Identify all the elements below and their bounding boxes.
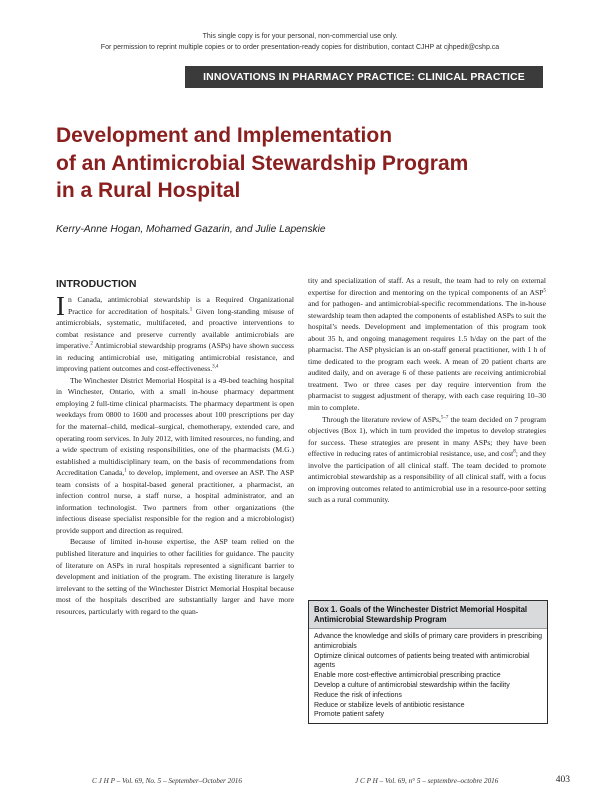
left-column — [56, 291, 294, 617]
text-run: to develop, implement, and oversee an ASP. The ASP team consists of a hospital-based general practitioner, a pharmacist, an infection control nurse, a staff nurse, a hospital administrator, and an information technologist. Two partners from other organizations (the infectious disease specialist responsible for the region and a microbiologist) provide support and direction as required. — [56, 468, 294, 535]
list-item: Enable more cost-effective antimicrobial prescribing practice — [314, 672, 501, 680]
footer-right: J C P H – Vol. 69, n° 5 – septembre–octobre 2016 — [355, 777, 499, 785]
title-line: of an Antimicrobial Stewardship Program — [56, 151, 469, 175]
text-run: Through the literature review of ASPs, — [322, 414, 441, 424]
list-item: Reduce or stabilize levels of antibiotic resistance — [314, 701, 465, 709]
drop-cap: I — [56, 291, 65, 321]
text-run: n Canada, antimicrobial stewardship is a Required Organizational Practice for accreditation of hospitals. — [68, 295, 294, 316]
introduction-heading: INTRODUCTION — [56, 278, 137, 290]
goals-box — [308, 600, 548, 724]
list-item: Develop a culture of antimicrobial stewardship within the facility — [314, 681, 510, 689]
text-run: Given long-standing misuse of antimicrobials, systematic, multifaceted, and proactive interventions to combat resistance and preserve currently available antimicrobials are imperative. — [56, 306, 294, 351]
citation: 2 — [90, 341, 93, 347]
paragraph — [308, 414, 546, 506]
paragraph: Because of limited in-house expertise, the ASP team relied on the published literature and inquiries to other facilities for guidance. The paucity of literature on ASPs in rural hospitals represented a significant barrier to development and initiation of the program. The existing literature is largely irrelevant to the setting of the Winchester District Memorial Hospital because most of the hospitals described are substantially larger and have more resources, particularly with regard to the quan- — [56, 537, 294, 616]
list-item: Optimize clinical outcomes of patients being treated with antimicrobial agents — [314, 652, 530, 670]
citation: 5–7 — [440, 415, 449, 421]
box-title: Box 1. Goals of the Winchester District Memorial Hospital Antimicrobial Stewardship Program — [309, 601, 547, 629]
citation: 3,4 — [212, 364, 219, 370]
title-line: in a Rural Hospital — [56, 179, 241, 202]
footer-left: C J H P – Vol. 69, No. 5 – September–October 2016 — [92, 777, 242, 785]
copyright-notice-line1: This single copy is for your personal, non-commercial use only. — [202, 33, 398, 40]
citation: 1 — [124, 468, 127, 474]
right-column — [308, 275, 546, 506]
page-number: 403 — [555, 775, 570, 785]
list-item: Promote patient safety — [314, 711, 385, 719]
paragraph — [56, 291, 294, 375]
text-run: The Winchester District Memorial Hospital is a 49-bed teaching hospital in Winchester, Ontario, with a small in-house pharmacy department employing 2 full-time clinical pharmacists. The pharmacy department is open weekdays from 0800 to 1600 and processes about 100 prescriptions per day for the maternal–child, medical–surgical, chemotherapy, extended care, and operating room services. In July 2012, with limited resources, no funding, and a wide spectrum of existing responsibilities, one of the pharmacists (M.G.) established a multidisciplinary team, on the basis of recommendations from Accreditation Canada, — [56, 375, 294, 478]
copyright-notice-line2: For permission to reprint multiple copies or to order presentation-ready copies for distribution, contact CJHP at cjhpedit@cshp.ca — [100, 44, 500, 51]
text-run: tity and specialization of staff. As a result, the team had to rely on external expertise for direction and mentoring on the typical components of an ASP — [308, 276, 546, 297]
section-header — [185, 66, 543, 88]
citation: 1 — [189, 307, 193, 313]
title-line: Development and Implementation — [56, 124, 393, 147]
section-header-label: INNOVATIONS IN PHARMACY PRACTICE: CLINICAL PRACTICE — [203, 71, 525, 83]
paragraph — [56, 375, 294, 537]
list-item: Advance the knowledge and skills of primary care providers in prescribing antimicrobials — [314, 633, 542, 650]
goals-list — [309, 629, 547, 723]
citation: 8 — [513, 449, 516, 455]
citation: 5 — [543, 288, 546, 294]
list-item: Reduce the risk of infections — [314, 691, 402, 699]
author-list: Kerry-Anne Hogan, Mohamed Gazarin, and Julie Lapenskie — [56, 224, 326, 235]
text-run: the team decided on 7 program objectives (Box 1), which in turn provided the impetus to develop strategies for success. These strategies are present in many ASPs; they have been effective in reducing rates of antimicrobial resistance, use, and cost — [308, 414, 546, 459]
paragraph — [308, 275, 546, 414]
article-title — [56, 122, 536, 205]
text-run: ; and they involve the participation of all clinical staff. The team decided to promote antimicrobial stewardship as a responsibility of all clinical staff, with a focus on improving outcomes related to antimicrobial use in a resource-poor setting such as a rural community. — [308, 449, 546, 505]
text-run: Antimicrobial stewardship programs (ASPs) have shown success in reducing antimicrobial use, mitigating antimicrobial resistance, and improving patient outcomes and cost-effectiveness. — [56, 341, 294, 374]
text-run: and for pathogen- and antimicrobial-specific recommendations. The in-house stewardship team then adapted the components of established ASPs to suit the hospital’s needs. Development and implementation of this program took about 35 h, and ongoing management requires 1.5 h/day on the part of the pharmacist. The ASP physician is an on-staff general practitioner, with 1 h of time dedicated to the program each week. A mean of 20 patient charts are audited daily, and on average 6 of these patients are receiving antimicrobial treatment. Two or three cases per day require intervention from the pharmacist to suggest adjustment of therapy, with each case requiring 10–30 min to complete. — [308, 299, 546, 413]
